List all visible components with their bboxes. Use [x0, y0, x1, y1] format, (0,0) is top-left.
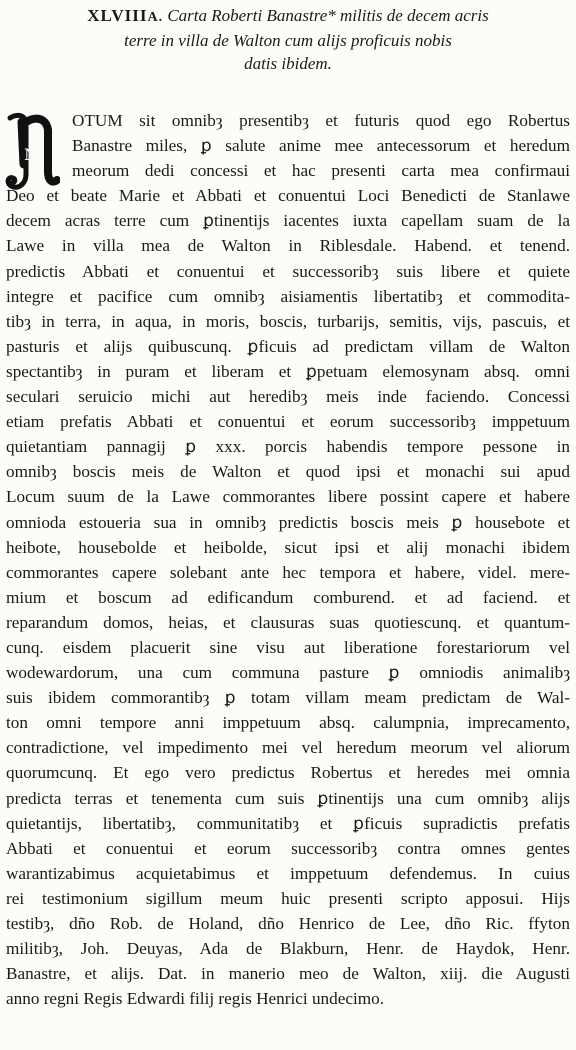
text-line: quietantiam pannagij ꝑ xxx. porcis habendis tempore pessone in — [6, 437, 570, 457]
charter-subnumber: A. — [147, 10, 164, 25]
text-line: Abbati et conuentui et eorum successoribȝ contra omnes gentes — [6, 838, 570, 858]
text-line: Lawe in villa mea de Walton in Riblesdale. Habend. et tenend. — [6, 236, 570, 256]
charter-heading — [0, 0, 576, 75]
charter-body — [6, 108, 570, 1011]
text-line: cunq. eisdem placuerit sine visu aut liberatione forestariorum vel — [6, 637, 570, 657]
text-line: militibȝ, Joh. Deuyas, Ada de Blakburn, Henr. de Haydok, Henr. — [6, 939, 570, 959]
text-line: heibote, housebolde et heibolde, sicut ipsi et alij monachi ibidem — [6, 537, 570, 557]
initial-letter: N — [24, 145, 38, 164]
text-line: tibȝ in terra, in aqua, in moris, boscis, turbarijs, semitis, vijs, pascuis, et — [6, 311, 570, 331]
text-line: etiam prefatis Abbati et conuentui et eorum successoribȝ imppetuum — [6, 412, 570, 432]
text-line: suis ibidem commorantibȝ ꝑ totam villam meam predictam de Wal- — [6, 688, 570, 708]
text-line: decem acras terre cum ꝑtinentijs iacentes iuxta capellam suam de la — [6, 211, 570, 231]
text-line: commorantes capere solebant ante hec tempora et habere, videl. mere- — [6, 562, 570, 582]
text-line: ton omni tempore anni imppetuum absq. calumpnia, imprecamento, — [6, 713, 570, 733]
text-line: mium et boscum ad edificandum comburend. et ad faciend. et — [6, 587, 570, 607]
text-line: pasturis et alijs quibuscunq. ꝑficuis ad predictam villam de Walton — [6, 336, 570, 356]
text-line: Banastre, et alijs. Dat. in manerio meo de Walton, xiij. die Augusti — [6, 964, 570, 984]
text-line: omnibȝ boscis meis de Walton et quod ipsi et monachi sui apud — [6, 462, 570, 482]
heading-line-2: terre in villa de Walton cum alijs proficuis nobis — [124, 31, 452, 50]
text-line: predictis Abbati et conuentui et successoribȝ suis libere et quiete — [6, 261, 570, 281]
text-line: quietantijs, libertatibȝ, communitatibȝ et ꝑficuis supradictis prefatis — [6, 813, 570, 833]
text-line: rei testimonium sigillum meum huic presenti scripto apposui. Hijs — [6, 888, 570, 908]
text-line: quorumcunq. Et ego vero predictus Robertus et heredes mei omnia — [6, 763, 570, 783]
heading-line-1: Carta Roberti Banastre* militis de decem acris — [167, 6, 489, 25]
text-line: integre et pacifice cum omnibȝ aisiamentis libertatibȝ et commodita- — [6, 286, 570, 306]
text-line: anno regni Regis Edwardi filij regis Henrici undecimo. — [6, 989, 385, 1009]
text-line: contradictione, vel impedimento mei vel heredum meorum vel aliorum — [6, 738, 570, 758]
text-line: OTUM sit omnibȝ presentibȝ et futuris quod ego Robertus — [72, 111, 570, 130]
text-line: reparandum domos, heias, et clausuras suas quotiescunq. et quantum- — [6, 612, 570, 632]
text-line: wodewardorum, una cum communa pasture ꝑ omniodis animalibȝ — [6, 663, 570, 683]
charter-number: XLVIII — [87, 6, 148, 25]
text-line: Locum suum de la Lawe commorantes libere possint capere et habere — [6, 487, 570, 507]
text-line: Banastre miles, ꝑ salute anime mee antecessorum et heredum — [72, 136, 570, 156]
text-line: meorum dedi concessi et hac presenti carta mea confirmaui — [72, 161, 570, 181]
text-line: testibȝ, dño Rob. de Holand, dño Henrico de Lee, dño Ric. ffyton — [6, 914, 570, 933]
text-line: Deo et beate Marie et Abbati et conuentui Loci Benedicti de Stanlawe — [6, 186, 570, 206]
text-line: predicta terras et tenementa cum suis ꝑtinentijs una cum omnibȝ alijs — [6, 788, 570, 808]
heading-line-3: datis ibidem. — [244, 54, 332, 73]
text-line: warantizabimus acquietabimus et imppetuum defendemus. In cuius — [6, 863, 570, 883]
text-line: omnioda estoueria sua in omnibȝ predictis boscis meis ꝑ housebote et — [6, 512, 570, 532]
text-line: spectantibȝ in puram et liberam et ꝑpetuam elemosynam absq. omni — [6, 361, 570, 381]
text-line: seculari seruicio michi aut heredibȝ meis inde faciendo. Concessi — [6, 387, 570, 407]
